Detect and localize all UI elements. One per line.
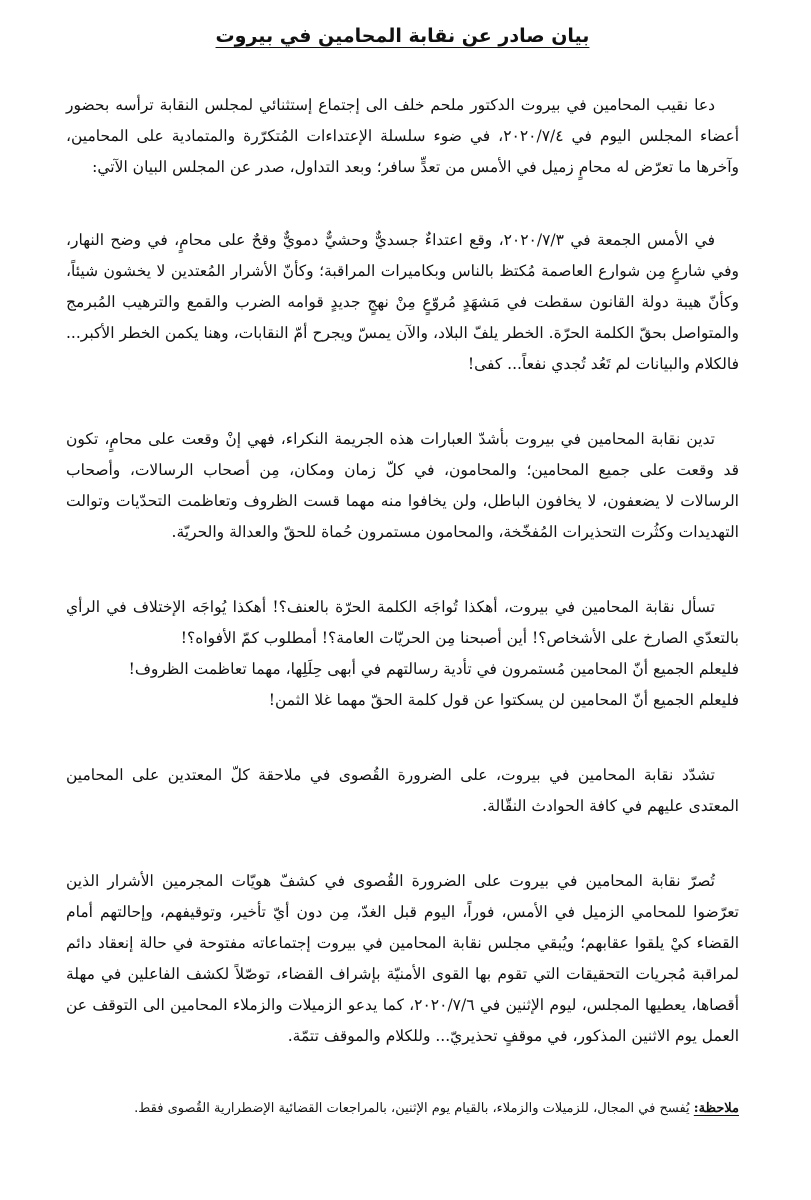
paragraph-questions-line: تسأل نقابة المحامين في بيروت، أهكذا تُواجَه الكلمة الحرّة بالعنف؟! أهكذا يُواجَه الإختلاف في الرأي بالتعدّي الصارخ على الأشخاص؟! أين أصبحنا مِن الحريّات العامة؟! أمطلوب كمّ الأفواه؟! (66, 598, 739, 647)
footnote-text: يُفسح في المجال، للزميلات والزملاء، بالقيام يوم الإثنين، بالمراجعات القضائية الإضطرارية القُصوى فقط. (134, 1101, 694, 1116)
paragraph-intro: دعا نقيب المحامين في بيروت الدكتور ملحم خلف الى إجتماع إستثنائي لمجلس النقابة ترأسه بحضور أعضاء المجلس اليوم في ٢٠٢٠/٧/٤، في ضوء سلسلة الإعتداءات المُتكرّرة والمتمادية على المحامين، وآخرها ما تعرّض له محامٍ زميل في الأمس من تعدٍّ سافر؛ وبعد التداول، صدر عن المجلس البيان الآتي: (66, 96, 740, 176)
document-title: بيان صادر عن نقابة المحامين في بيروت (215, 25, 590, 47)
footnote-label: ملاحظة: (693, 1101, 739, 1116)
footnote (66, 1098, 739, 1120)
paragraph-incident: في الأمس الجمعة في ٢٠٢٠/٧/٣، وقع اعتداءٌ جسديٌّ وحشيٌّ دمويٌّ وقحٌ على محامٍ، في وضح النهار، وفي شارعٍ مِن شوارع العاصمة مُكتظ بالناس وبكاميرات المراقبة؛ وكأنّ الأشرار المُعتدين لا يخشون شيئاً، وكأنّ هيبة دولة القانون سقطت في مَشهَدٍ مُروّعٍ مِنْ نهجٍ جديدٍ قوامه الضرب والقمع والترهيب المُبرمج والمتواصل بحقّ الكلمة الحرّة. الخطر يلفّ البلاد، والآن يمسّ ويجرح أمّ النقابات، وهنا يكمن الخطر الأكبر... فالكلام والبيانات لم تَعُد تُجدي نفعاً... كفى! (66, 231, 739, 373)
paragraph-questions-line: فليعلم الجميع أنّ المحامين لن يسكتوا عن قول كلمة الحقّ مهما غلا الثمن! (268, 691, 739, 709)
paragraph-questions-line: فليعلم الجميع أنّ المحامين مُستمرون في تأدية رسالتهم في أبهى حِلَلِها، مهما تعاظمت الظروف! (128, 660, 739, 678)
paragraph-demands: تُصرّ نقابة المحامين في بيروت على الضرورة القُصوى في كشفّ هويّات المجرمين الأشرار الذين تعرّضوا للمحامي الزميل في الأمس، فوراً، اليوم قبل الغدّ، مِن دون أيّ تأخير، وتوقيفهم، وإحالتهم أمام القضاء كيْ يلقوا عقابهم؛ ويُبقي مجلس نقابة المحامين في بيروت إجتماعاته مفتوحة في حالة إنعقاد دائم لمراقبة مُجريات التحقيقات التي تقوم بها القوى الأمنيّة بإشراف القضاء، توصّلاً لكشف الفاعلين في مهلة أقصاها، يعطيها المجلس، ليوم الإثنين في ٢٠٢٠/٧/٦، كما يدعو الزميلات والزملاء المحامين الى التوقف عن العمل يوم الاثنين المذكور، في موقفٍ تحذيريّ... وللكلام والموقف تتمّة. (66, 872, 740, 1045)
paragraph-condemnation: تدين نقابة المحامين في بيروت بأشدّ العبارات هذه الجريمة النكراء، فهي إنْ وقعت على محامٍ، تكون قد وقعت على جميع المحامين؛ والمحامون، في كلّ زمان ومكان، مِن أصحاب الرسالات، وأصحاب الرسالات لا يضعفون، لا يخافون الباطل، ولن يخافوا منه مهما قست الظروف وتعاظمت التحدّيات وتوالت التهديدات وكثُرت التحذيرات المُفخّخة، والمحامون مستمرون حُماة للحقّ والعدالة والحريّة. (66, 430, 739, 541)
paragraph-questions (66, 592, 739, 716)
paragraph-prosecution: تشدّد نقابة المحامين في بيروت، على الضرورة القُصوى في ملاحقة كلّ المعتدين على المحامين المعتدى عليهم في كافة الحوادث النقّالة. (66, 766, 739, 815)
